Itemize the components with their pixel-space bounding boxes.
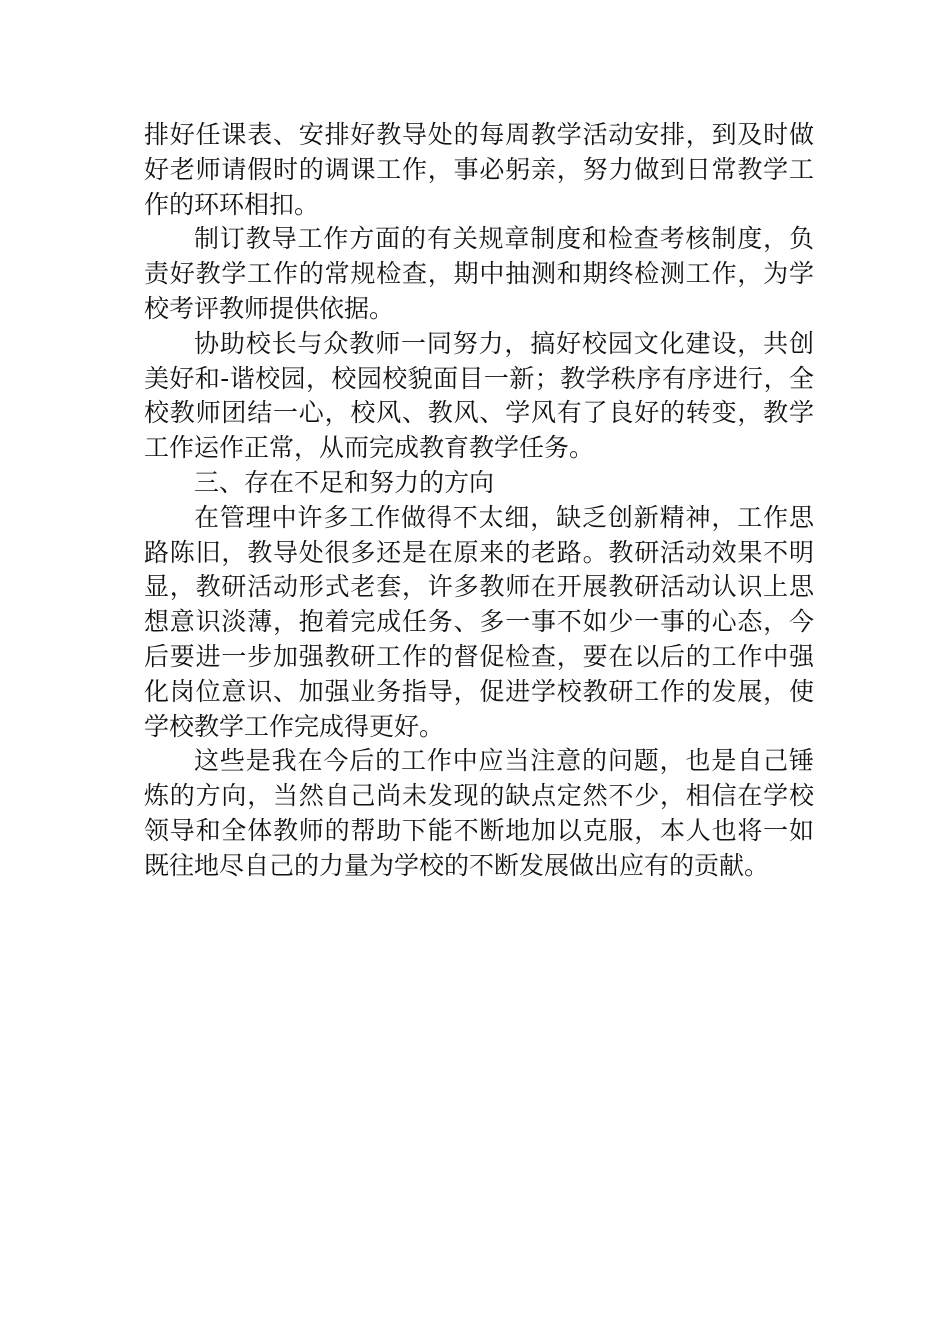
paragraph-campus-culture: 协助校长与众教师一同努力，搞好校园文化建设，共创美好和-谐校园，校园校貌面目一新；教学秩序有序进行，全校教师团结一心，校风、教风、学风有了良好的转变，教学工作运作正常，从而完成教育教学任务。 [144,328,814,463]
section-heading-shortcomings: 三、存在不足和努力的方向 [194,467,495,497]
document-body [144,118,814,884]
paragraph-regulations: 制订教导工作方面的有关规章制度和检查考核制度，负责好教学工作的常规检查，期中抽测和期终检测工作，为学校考评教师提供依据。 [144,224,814,323]
paragraph-continued: 排好任课表、安排好教导处的每周教学活动安排，到及时做好老师请假时的调课工作，事必躬亲，努力做到日常教学工作的环环相扣。 [144,120,814,219]
paragraph-shortcomings: 在管理中许多工作做得不太细，缺乏创新精神，工作思路陈旧，教导处很多还是在原来的老路。教研活动效果不明显，教研活动形式老套，许多教师在开展教研活动认识上思想意识淡薄，抱着完成任务、多一事不如少一事的心态，今后要进一步加强教研工作的督促检查，要在以后的工作中强化岗位意识、加强业务指导，促进学校教研工作的发展，使学校教学工作完成得更好。 [144,502,814,741]
paragraph-conclusion: 这些是我在今后的工作中应当注意的问题，也是自己锤炼的方向，当然自己尚未发现的缺点定然不少，相信在学校领导和全体教师的帮助下能不断地加以克服，本人也将一如既往地尽自己的力量为学校的不断发展做出应有的贡献。 [144,746,814,880]
